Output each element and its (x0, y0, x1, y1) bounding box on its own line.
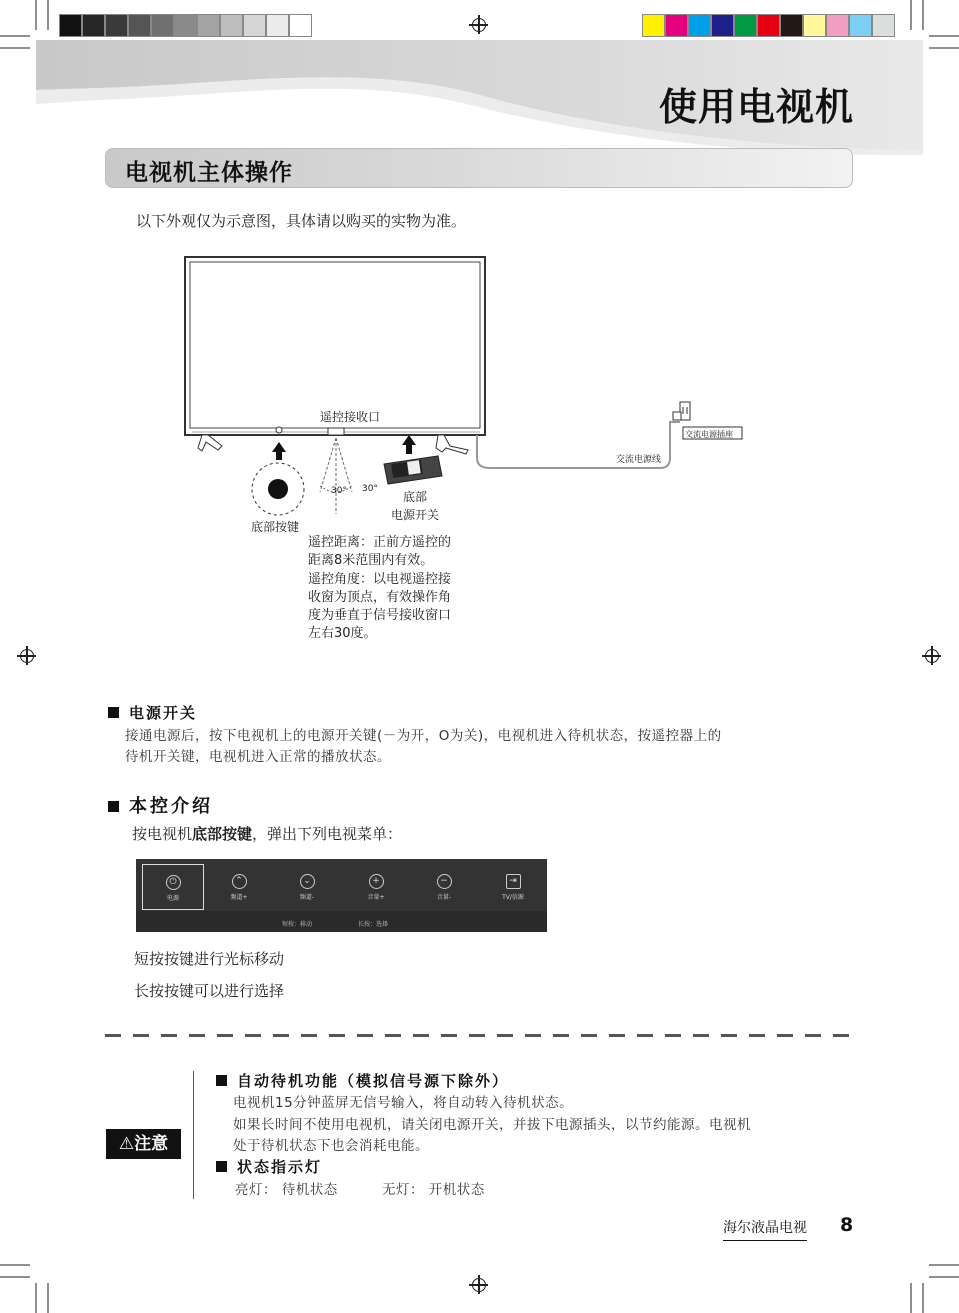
bottom-button-icon (268, 479, 288, 499)
power-cord-label: 交流电源线 (616, 455, 662, 465)
gray-swatch (128, 14, 151, 37)
short-press-text: 短按按键进行光标移动 (134, 950, 285, 968)
long-press-text: 长按按键可以进行选择 (134, 982, 285, 1000)
dashed-divider (105, 1034, 853, 1037)
color-swatch (780, 14, 803, 37)
intro-text: 以下外观仅为示意图，具体请以购买的实物为准。 (136, 212, 467, 230)
controls-heading (108, 792, 213, 818)
indicator-on: 亮灯： 待机状态 (235, 1182, 338, 1198)
bullet-square-icon (108, 801, 119, 812)
gray-swatch (197, 14, 220, 37)
up-arrow-icon (402, 435, 416, 454)
bullet-square-icon (216, 1075, 227, 1086)
auto-standby-heading (216, 1070, 509, 1091)
bullet-square-icon (108, 707, 119, 718)
color-swatch (665, 14, 688, 37)
color-swatch (711, 14, 734, 37)
color-swatch (849, 14, 872, 37)
note-divider (193, 1071, 194, 1199)
registration-mark-icon (472, 18, 486, 32)
gray-swatch (243, 14, 266, 37)
page-title: 使用电视机 (658, 85, 854, 129)
angle-right-label: 30° (362, 484, 378, 494)
color-swatch (688, 14, 711, 37)
auto-standby-heading-text: 自动待机功能（模拟信号源下除外） (237, 1072, 510, 1090)
power-switch-line-2: 待机开关键，电视机进入正常的播放状态。 (125, 749, 391, 765)
power-switch-label-1: 底部 (403, 490, 428, 504)
remote-notes (308, 534, 451, 644)
remote-note-line: 收窗为顶点，有效操作角 (308, 589, 452, 605)
chevron-down-icon: ⌄ (300, 874, 315, 889)
controls-intro (132, 823, 402, 844)
gray-swatch (289, 14, 312, 37)
menu-hint-long: 长按：选择 (358, 921, 389, 928)
chevron-up-icon: ⌃ (232, 874, 247, 889)
menu-item-power[interactable] (142, 864, 204, 910)
gray-swatch (174, 14, 197, 37)
controls-heading-text: 本控介绍 (129, 796, 213, 817)
plus-icon: + (369, 874, 384, 889)
section-title: 电视机主体操作 (125, 160, 293, 186)
remote-note-line: 度为垂直于信号接收窗口 (308, 608, 452, 624)
minus-icon: − (437, 874, 452, 889)
grayscale-swatches (59, 14, 312, 37)
menu-item-label: 电源 (166, 895, 179, 902)
outlet-label: 交流电源插座 (685, 430, 733, 439)
menu-item-label: 音量- (436, 894, 452, 901)
menu-item-label: 频道- (299, 894, 315, 901)
warning-badge: ⚠注意 (106, 1129, 181, 1159)
auto-standby-line: 电视机15分钟蓝屏无信号输入，将自动转入待机状态。 (233, 1095, 574, 1111)
menu-item-volume-down[interactable] (413, 864, 475, 910)
color-swatch (826, 14, 849, 37)
gray-swatch (105, 14, 128, 37)
remote-note-line: 距离8米范围内有效。 (308, 553, 434, 569)
color-swatch (872, 14, 895, 37)
bottom-button-label: 底部按键 (251, 520, 300, 534)
angle-left-label: 30° (331, 486, 347, 496)
registration-mark-icon (472, 1278, 486, 1292)
power-switch-line-1: 接通电源后，按下电视机上的电源开关键(－为开，O为关)，电视机进入待机状态，按遥控器上的 (125, 728, 722, 744)
footer-brand: 海尔液晶电视 (723, 1217, 807, 1241)
power-switch-label-2: 电源开关 (391, 508, 440, 522)
tv-diagram (180, 252, 780, 532)
gray-swatch (82, 14, 105, 37)
power-switch-heading-text: 电源开关 (129, 704, 198, 722)
color-swatch (757, 14, 780, 37)
remote-note-line: 左右30度。 (308, 626, 377, 642)
remote-note-line: 遥控角度：以电视遥控接 (308, 571, 452, 587)
menu-item-source[interactable] (482, 864, 544, 910)
remote-receiver-label: 遥控接收口 (320, 410, 381, 424)
power-save-line-2: 处于待机状态下也会消耗电能。 (233, 1138, 429, 1154)
registration-mark-icon (20, 649, 34, 663)
up-arrow-icon (272, 442, 286, 460)
menu-item-channel-up[interactable] (208, 864, 270, 910)
outlet-icon (673, 402, 690, 420)
color-swatch (803, 14, 826, 37)
page-number: 8 (840, 1214, 854, 1236)
power-save-line-1: 如果长时间不使用电视机，请关闭电源开关，并拔下电源插头，以节约能源。电视机 (233, 1117, 751, 1133)
indicator-heading (216, 1156, 322, 1177)
power-switch-icon (384, 456, 442, 484)
menu-item-label: 频道+ (230, 894, 248, 901)
power-icon: ⏻ (166, 875, 181, 890)
bullet-square-icon (216, 1161, 227, 1172)
menu-item-label: 音量+ (367, 894, 385, 901)
indicator-off: 无灯： 开机状态 (382, 1182, 485, 1198)
tv-menu-screenshot (136, 859, 547, 932)
remote-receiver-window (328, 428, 344, 435)
menu-hint-short: 短按：移动 (282, 921, 313, 928)
remote-note-line: 遥控距离：正前方遥控的 (308, 535, 452, 550)
tv-left-foot (198, 435, 222, 451)
registration-mark-icon (925, 649, 939, 663)
color-swatches (642, 14, 895, 37)
power-switch-heading (108, 702, 197, 723)
gray-swatch (151, 14, 174, 37)
bottom-button-dot (276, 427, 282, 433)
menu-item-volume-up[interactable] (345, 864, 407, 910)
controls-intro-prefix: 按电视机 (132, 825, 193, 843)
gray-swatch (266, 14, 289, 37)
tv-right-foot (436, 435, 468, 454)
menu-item-label: TV/信源 (502, 894, 524, 901)
indicator-heading-text: 状态指示灯 (237, 1158, 323, 1176)
color-swatch (734, 14, 757, 37)
gray-swatch (59, 14, 82, 37)
menu-item-channel-down[interactable] (276, 864, 338, 910)
tv-screen (190, 262, 480, 428)
controls-intro-bold: 底部按键 (192, 825, 253, 843)
input-source-icon: ⇥ (506, 874, 521, 889)
gray-swatch (220, 14, 243, 37)
color-swatch (642, 14, 665, 37)
controls-intro-suffix: ，弹出下列电视菜单： (252, 825, 403, 843)
